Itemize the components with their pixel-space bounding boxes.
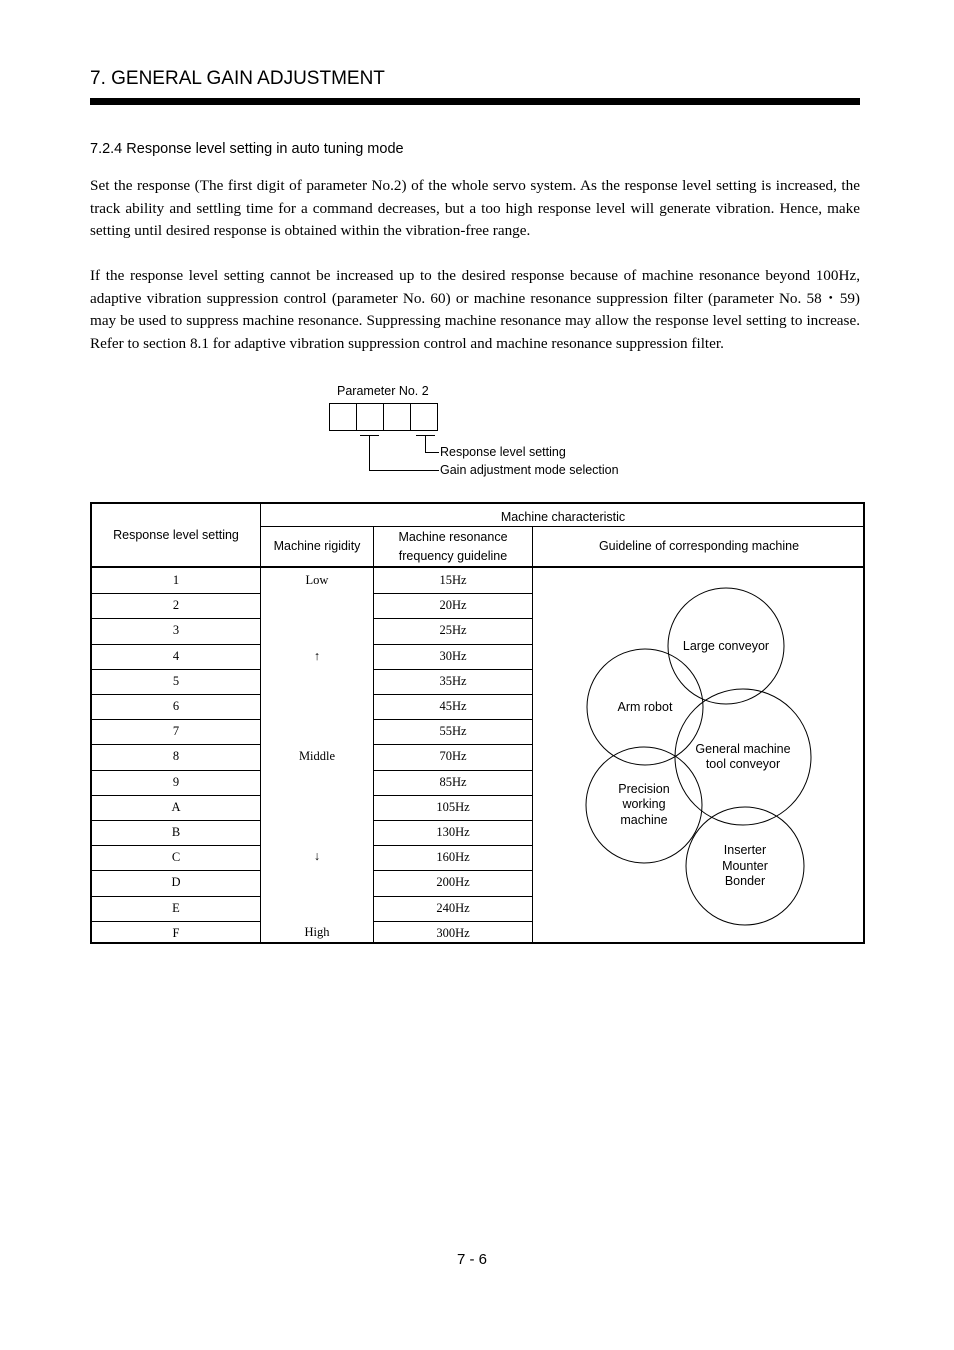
response-leader-horizontal [425,452,439,453]
table-cell-level: 6 [172,699,180,714]
table-cell-level: E [172,900,180,915]
table-cell-frequency: 30Hz [439,648,467,663]
table-cell-level: 4 [172,648,180,663]
parameter-digit-box-2 [383,403,411,431]
header-resonance-frequency [374,527,532,566]
table-cell-frequency: 105Hz [436,799,470,814]
table-cell-level: 2 [172,598,180,613]
response-level-table [90,502,865,944]
table-cell-level: C [171,850,181,865]
table-cell-level: 9 [172,774,180,789]
header-guideline: Guideline of corresponding machine [598,539,800,553]
header-machine-rigidity: Machine rigidity [273,539,361,553]
label-inserter-line-1: Inserter [723,843,767,857]
table-cell-level: 8 [172,749,180,764]
rigidity-arrow-up: ↑ [313,649,321,663]
paragraph-2: If the response level setting cannot be increased up to the desired response because of machine resonance beyond 100Hz, adaptive vibration suppression control (parameter No. 60) or machine resonance suppression filter (parameter No. 58・59) may be used to suppress machine resonance. Suppressing machine resonance may allow the response level setting to increase. Refer to section 8.1 for adaptive vibration suppression control and machine resonance suppression filter. [90,267,860,352]
table-cell-frequency: 160Hz [436,850,470,865]
table-cell-level: D [171,875,181,890]
label-arm-robot: Arm robot [617,700,673,714]
table-cell-frequency: 25Hz [439,623,467,638]
table-cell-frequency: 15Hz [439,573,467,588]
chapter-title: 7. GENERAL GAIN ADJUSTMENT [90,68,385,89]
gain-adjustment-label: Gain adjustment mode selection [440,463,619,477]
gain-leader-vertical [369,435,370,471]
section-heading: 7.2.4 Response level setting in auto tuning mode [90,141,404,157]
table-cell-frequency: 85Hz [439,774,467,789]
table-cell-level: 3 [172,623,180,638]
parameter-diagram-title: Parameter No. 2 [337,384,429,398]
divider-header-mid [260,526,865,527]
rigidity-middle: Middle [298,749,336,763]
table-cell-frequency: 45Hz [439,699,467,714]
chapter-rule [90,98,860,105]
table-cell-level: 1 [172,573,180,588]
label-precision-line-1: Precision [618,782,670,796]
label-general-line-1: General machine [695,742,791,756]
rigidity-low: Low [305,573,329,587]
response-leader-vertical [425,435,426,453]
label-inserter-line-2: Mounter [722,859,768,873]
parameter-digit-box-4 [329,403,357,431]
label-precision-line-2: working [622,797,666,811]
header-response-level: Response level setting [113,527,239,542]
table-cell-frequency: 70Hz [439,749,467,764]
label-large-conveyor: Large conveyor [682,639,770,653]
table-cell-frequency: 130Hz [436,825,470,840]
rigidity-high: High [304,925,330,939]
table-cell-level: 5 [172,673,180,688]
gain-leader-horizontal [369,470,439,471]
table-cell-frequency: 240Hz [436,900,470,915]
paragraph-1: Set the response (The first digit of parameter No.2) of the whole servo system. As the response level setting is increased, the track ability and settling time for a command decreases, but a too high response level will generate vibration. Hence, make setting until desired response is obtained within the vibration-free range. [90,177,860,239]
parameter-digit-box-3 [356,403,384,431]
table-cell-frequency: 35Hz [439,673,467,688]
response-level-label: Response level setting [440,445,566,459]
page-number: 7 - 6 [457,1251,488,1268]
table-cell-frequency: 300Hz [436,925,470,940]
table-cell-level: A [171,799,181,814]
table-cell-frequency: 20Hz [439,598,467,613]
rigidity-arrow-down: ↓ [313,849,321,863]
table-cell-frequency: 55Hz [439,724,467,739]
table-cell-level: 7 [172,724,180,739]
label-general-line-2: tool conveyor [705,757,781,771]
table-cell-level: F [172,925,180,940]
table-cell-frequency: 200Hz [436,875,470,890]
parameter-digit-box-1 [410,403,438,431]
header-resonance-line-1: Machine resonance [398,529,508,544]
label-inserter-line-3: Bonder [724,874,766,888]
table-cell-level: B [171,825,181,840]
label-precision-line-3: machine [620,813,668,827]
machine-guideline-diagram [533,568,863,940]
header-machine-characteristic: Machine characteristic [500,509,626,524]
header-resonance-line-2: frequency guideline [398,548,508,563]
